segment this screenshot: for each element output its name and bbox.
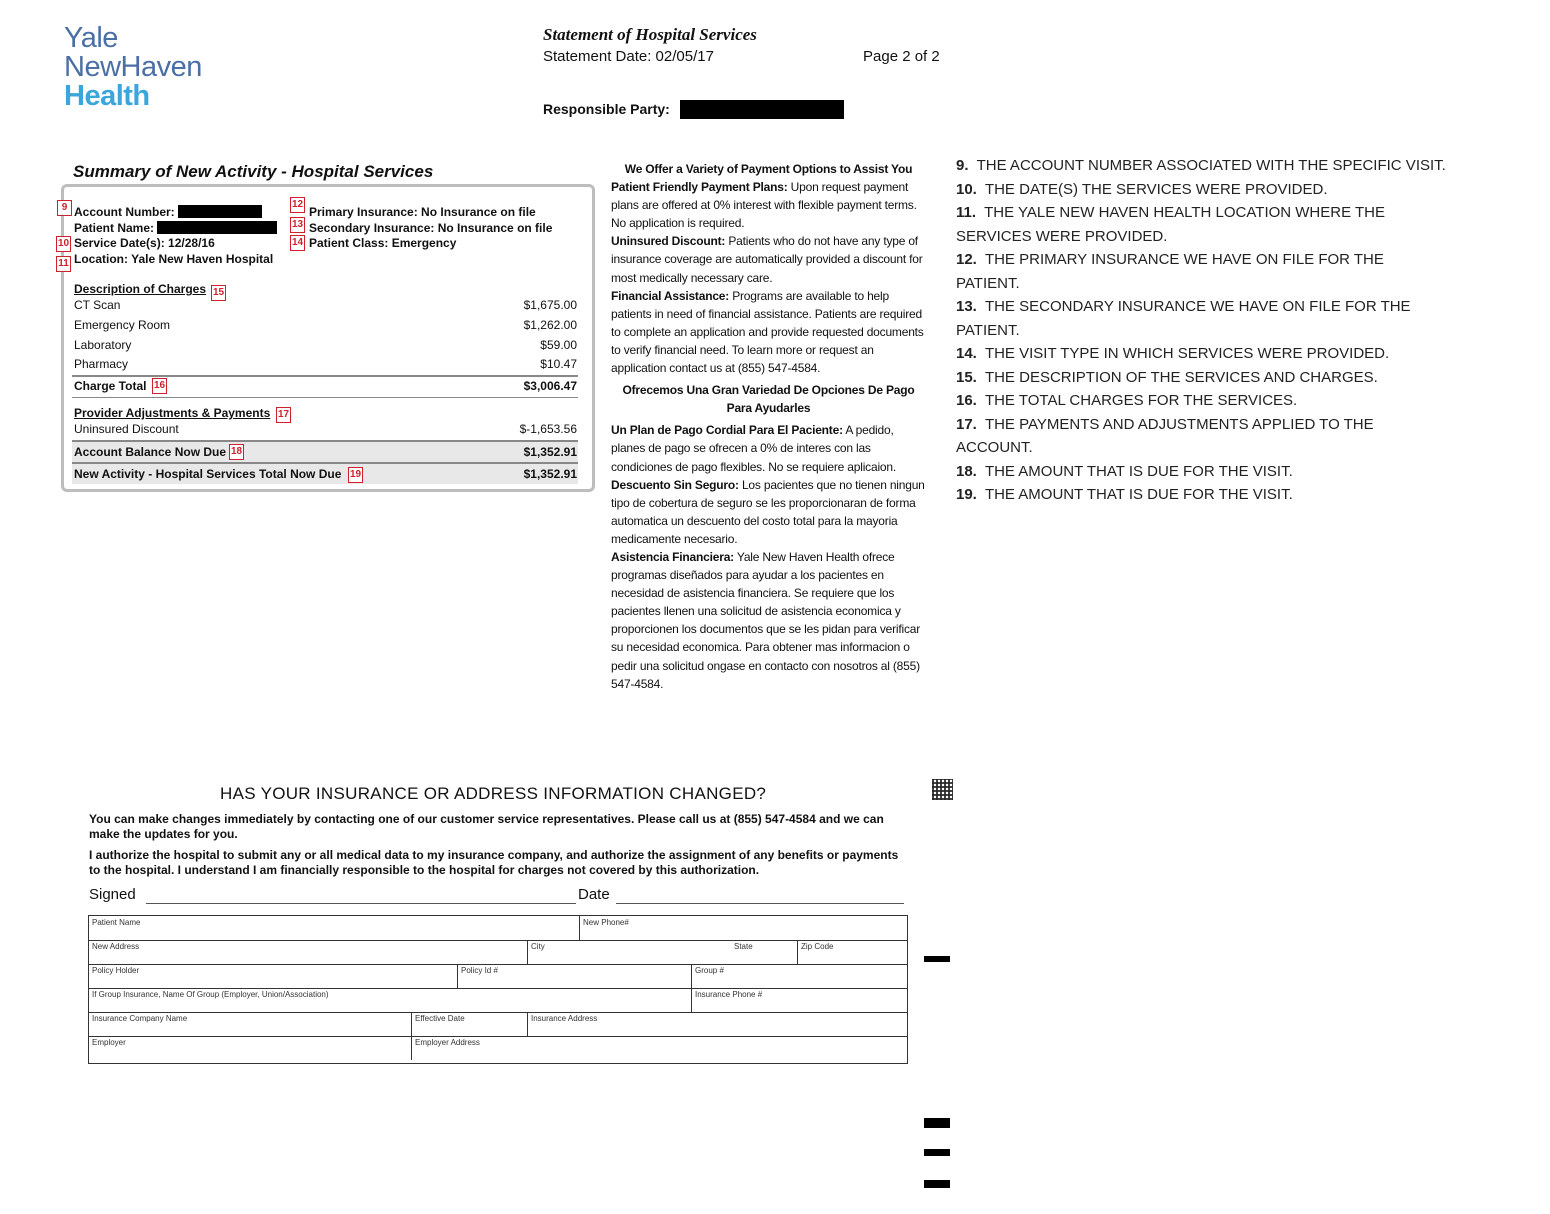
uninsured-discount-label: Uninsured Discount	[74, 422, 179, 436]
charge-value: $59.00	[540, 338, 577, 352]
list-item	[956, 342, 1446, 366]
form-row	[89, 1036, 907, 1060]
insurance-phone-field[interactable]: Insurance Phone #	[691, 988, 907, 1012]
marker-13: 13	[290, 217, 305, 233]
charge-total-label: Charge Total	[74, 379, 147, 393]
charge-value: $1,675.00	[523, 298, 577, 312]
marker-15: 15	[211, 285, 226, 301]
page-number: Page 2 of 2	[863, 48, 940, 65]
account-number	[74, 205, 262, 219]
state-field[interactable]: State	[734, 942, 753, 951]
legend-num: 15.	[956, 368, 977, 386]
legend-text: THE PAYMENTS AND ADJUSTMENTS APPLIED TO THE ACCOUNT.	[956, 415, 1374, 456]
legend-text: THE VISIT TYPE IN WHICH SERVICES WERE PROVIDED.	[984, 345, 1390, 362]
payment-options	[611, 160, 926, 693]
city-field[interactable]: City	[527, 940, 731, 964]
legend-list	[956, 154, 1446, 507]
marker-19: 19	[348, 467, 363, 483]
location: Location: Yale New Haven Hospital	[74, 252, 274, 266]
summary-title: Summary of New Activity - Hospital Services	[73, 162, 434, 181]
policy-holder-field[interactable]: Policy Holder	[92, 966, 140, 975]
legend-num: 18.	[956, 462, 977, 480]
legend-text: THE DATE(S) THE SERVICES WERE PROVIDED.	[984, 180, 1328, 198]
legend-text: THE ACCOUNT NUMBER ASSOCIATED WITH THE SPECIFIC VISIT.	[976, 157, 1446, 174]
statement-date: Statement Date: 02/05/17	[543, 48, 714, 65]
asistencia-text: Yale New Haven Health ofrece programas diseñados para ayudar a los pacientes en necesidad de asistencia financiera. Se requiere que los pacientes llenen una solicitud de asistencia economica y proporcionen los documentos que se les pidan para verificar su necesidad economica. Para obtener mas informacion o pedir una solicitud ongase en contacto con nosotros al (855) 547-4584.	[611, 549, 921, 691]
new-activity-value: $1,352.91	[523, 467, 577, 481]
form-row	[89, 988, 907, 1013]
list-item	[956, 460, 1446, 484]
marker-12: 12	[290, 197, 305, 213]
registration-mark	[924, 1180, 950, 1188]
legend-num: 14.	[956, 345, 977, 362]
logo-line-2: NewHaven	[64, 51, 202, 83]
list-item	[956, 389, 1446, 413]
list-item	[956, 366, 1446, 390]
payment-plans-label: Patient Friendly Payment Plans:	[611, 180, 788, 195]
form-row	[89, 940, 907, 965]
date-line[interactable]	[616, 903, 904, 904]
form-paragraph-authorize: I authorize the hospital to submit any or all medical data to my insurance company, and authorize the assignment of any benefits or payments to the hospital. I understand I am financially responsible to the hospital for charges not covered by this authorization.	[89, 848, 899, 877]
plan-es-paragraph	[611, 421, 926, 475]
list-item	[956, 154, 1446, 178]
financial-assistance-text: Programs are available to help patients in need of financial assistance. Patients are required to complete an application and provide requested documents to verify financial need. To learn more or request an application contact us at (855) 547-4584.	[611, 288, 924, 376]
list-item	[956, 413, 1446, 460]
patient-name	[74, 221, 277, 235]
financial-assistance-paragraph	[611, 287, 926, 377]
marker-18: 18	[229, 444, 244, 460]
list-item	[956, 201, 1446, 248]
legend-num: 9.	[956, 157, 969, 174]
marker-11: 11	[56, 256, 71, 272]
form-row	[89, 916, 907, 941]
secondary-insurance: Secondary Insurance: No Insurance on file	[309, 221, 553, 235]
marker-10: 10	[56, 236, 71, 252]
legend-num: 10.	[956, 180, 977, 198]
charge-label: Emergency Room	[74, 318, 171, 332]
legend-num: 17.	[956, 415, 977, 433]
legend-num: 19.	[956, 486, 977, 503]
asistencia-paragraph	[611, 548, 926, 693]
charges-header: Description of Charges	[74, 282, 207, 296]
balance-label: Account Balance Now Due	[74, 445, 227, 459]
legend-text: THE SECONDARY INSURANCE WE HAVE ON FILE FOR THE PATIENT.	[956, 298, 1411, 339]
effective-date-field[interactable]: Effective Date	[411, 1012, 527, 1036]
legend-num: 12.	[956, 251, 977, 268]
uninsured-discount-value: $-1,653.56	[519, 422, 577, 436]
registration-mark	[924, 1149, 950, 1156]
descuento-text: Los pacientes que no tienen ningun tipo de cobertura de seguro se les proporcionaran de forma automatica un descuento del costo total para la mayoria medicamente necesario.	[611, 477, 925, 546]
logo-line-1: Yale	[64, 22, 118, 54]
charge-value: $1,262.00	[523, 318, 577, 332]
descuento-label: Descuento Sin Seguro:	[611, 477, 739, 492]
statement-title: Statement of Hospital Services	[543, 25, 757, 44]
update-form-table	[88, 915, 908, 1064]
qr-code-icon	[932, 779, 953, 800]
legend-text: THE YALE NEW HAVEN HEALTH LOCATION WHERE THE SERVICES WERE PROVIDED.	[956, 204, 1386, 245]
legend-text: THE AMOUNT THAT IS DUE FOR THE VISIT.	[984, 462, 1293, 480]
account-number-label: Account Number:	[74, 205, 175, 219]
registration-mark	[924, 956, 950, 962]
marker-16: 16	[152, 378, 167, 394]
balance-value: $1,352.91	[523, 445, 577, 459]
payment-title-en: We Offer a Variety of Payment Options to Assist You	[624, 162, 913, 176]
new-activity-label: New Activity - Hospital Services Total Now Due	[74, 467, 342, 481]
marker-9: 9	[57, 200, 72, 216]
primary-insurance: Primary Insurance: No Insurance on file	[309, 205, 536, 219]
charge-label: Laboratory	[74, 338, 132, 352]
service-dates: Service Date(s): 12/28/16	[74, 236, 215, 250]
list-item	[956, 248, 1446, 295]
list-item	[956, 178, 1446, 202]
new-address-field[interactable]: New Address	[92, 942, 140, 951]
form-title: HAS YOUR INSURANCE OR ADDRESS INFORMATION CHANGED?	[220, 784, 767, 803]
responsible-party	[543, 100, 844, 119]
asistencia-label: Asistencia Financiera:	[611, 549, 734, 564]
legend-text: THE PRIMARY INSURANCE WE HAVE ON FILE FOR THE PATIENT.	[956, 251, 1384, 292]
divider	[72, 397, 578, 398]
descuento-paragraph	[611, 476, 926, 548]
list-item	[956, 483, 1446, 507]
zip-code-field[interactable]: Zip Code	[797, 940, 907, 964]
redacted-block	[680, 100, 844, 119]
patient-name-field[interactable]: Patient Name	[92, 918, 141, 927]
patient-class: Patient Class: Emergency	[309, 236, 457, 250]
signed-label: Signed	[89, 886, 136, 903]
legend-num: 16.	[956, 392, 977, 409]
charge-label: Pharmacy	[74, 357, 129, 371]
group-number-field[interactable]: Group #	[691, 964, 907, 988]
plan-es-label: Un Plan de Pago Cordial Para El Paciente:	[611, 423, 843, 438]
plan-es-text: A pedido, planes de pago se ofrecen a 0% de interes con las condiciones de pago flexibles. No se requiere aplicaion.	[611, 423, 896, 474]
uninsured-paragraph	[611, 232, 926, 286]
uninsured-label: Uninsured Discount:	[611, 234, 726, 249]
group-name-field[interactable]: If Group Insurance, Name Of Group (Employer, Union/Association)	[92, 990, 329, 999]
patient-name-label: Patient Name:	[74, 221, 155, 235]
yale-new-haven-health-logo	[64, 24, 202, 111]
payment-plans-paragraph	[611, 178, 926, 232]
marker-17: 17	[276, 407, 291, 423]
charge-total-value: $3,006.47	[523, 379, 577, 393]
date-label: Date	[578, 886, 610, 903]
marker-14: 14	[290, 235, 305, 251]
list-item	[956, 295, 1446, 342]
legend-text: THE TOTAL CHARGES FOR THE SERVICES.	[984, 392, 1298, 409]
legend-text: THE AMOUNT THAT IS DUE FOR THE VISIT.	[984, 486, 1293, 503]
redacted-account-number	[178, 205, 262, 218]
divider	[72, 375, 578, 377]
insurance-address-field[interactable]: Insurance Address	[527, 1012, 907, 1036]
charge-value: $10.47	[540, 357, 577, 371]
form-row	[89, 964, 907, 989]
legend-num: 13.	[956, 298, 977, 315]
financial-assistance-label: Financial Assistance:	[611, 288, 730, 303]
insurance-company-field[interactable]: Insurance Company Name	[92, 1014, 188, 1023]
responsible-party-label: Responsible Party:	[543, 101, 670, 117]
redacted-patient-name	[157, 221, 277, 234]
employer-address-field[interactable]: Employer Address	[411, 1036, 907, 1060]
logo-line-3: Health	[64, 80, 150, 112]
form-paragraph-contact: You can make changes immediately by contacting one of our customer service representatives. Please call us at (855) 547-4584 and we can make the updates for you.	[89, 812, 884, 841]
legend-text: THE DESCRIPTION OF THE SERVICES AND CHARGES.	[984, 368, 1378, 386]
payment-plans-text: Upon request payment plans are offered at 0% interest with flexible payment terms. No application is required.	[611, 180, 917, 231]
signature-line[interactable]	[146, 903, 576, 904]
adjustments-header: Provider Adjustments & Payments	[74, 406, 271, 420]
charge-label: CT Scan	[74, 298, 121, 312]
new-phone-field[interactable]: New Phone#	[579, 916, 907, 940]
payment-title-es: Ofrecemos Una Gran Variedad De Opciones De Pago Para Ayudarles	[622, 383, 915, 416]
form-row	[89, 1012, 907, 1037]
legend-num: 11.	[956, 204, 977, 221]
registration-mark	[924, 1118, 950, 1128]
uninsured-text: Patients who do not have any type of insurance coverage are automatically provided a discount for most medically necessary care.	[611, 234, 923, 285]
policy-id-field[interactable]: Policy Id #	[457, 964, 691, 988]
employer-field[interactable]: Employer	[92, 1038, 126, 1047]
